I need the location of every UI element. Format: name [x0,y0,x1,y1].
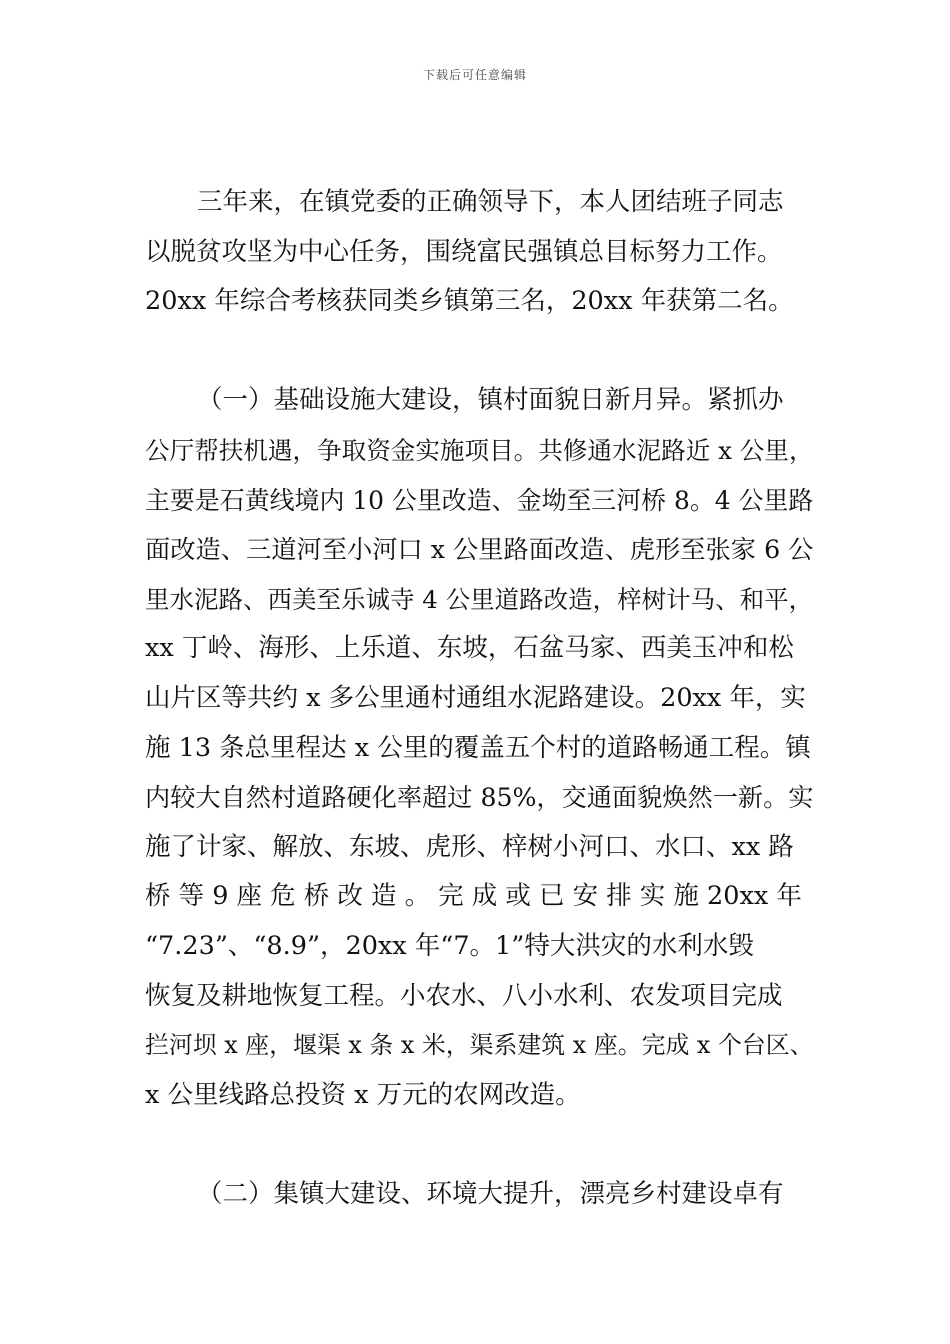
paragraph-spacer [145,327,817,377]
text-line: 内较大自然村道路硬化率超过 85%，交通面貌焕然一新。实 [145,783,814,813]
text-line: x 公里线路总投资 x 万元的农网改造。 [145,1079,581,1110]
text-line: 三年来，在镇党委的正确领导下，本人团结班子同志 [197,187,784,217]
text-line: 主要是石黄线境内 10 公里改造、金坳至三河桥 8。4 公里路 [145,485,814,515]
text-line: 施了计家、解放、东坡、虎形、梓树小河口、水口、xx 路 [145,831,794,862]
paragraph-intro [145,178,817,327]
text-line: 公厅帮扶机遇，争取资金实施项目。共修通水泥路近 x 公里， [145,435,814,465]
paragraph-infrastructure [145,376,817,1120]
text-line: xx 丁岭、海形、上乐道、东坡，石盆马家、西美玉冲和松 [145,633,794,664]
text-line: 20xx 年综合考核获同类乡镇第三名，20xx 年获第二名。 [145,286,794,317]
text-line: 拦河坝 x 座，堰渠 x 条 x 米，渠系建筑 x 座。完成 x 个台区、 [145,1031,814,1060]
paragraph-town-construction [145,1170,817,1220]
text-line: 桥 等 9 座 危 桥 改 造 。 完 成 或 已 安 排 实 施 20xx 年 [145,881,802,912]
text-line: （二）集镇大建设、环境大提升，漂亮乡村建设卓有 [197,1178,784,1209]
paragraph-spacer [145,1120,817,1170]
text-line: 恢复及耕地恢复工程。小农水、八小水利、农发项目完成 [145,980,783,1011]
text-line: （一）基础设施大建设，镇村面貌日新月异。紧抓办 [197,385,784,416]
text-line: 以脱贫攻坚为中心任务，围绕富民强镇总目标努力工作。 [145,236,783,267]
document-body [145,178,817,1219]
text-line: 面改造、三道河至小河口 x 公里路面改造、虎形至张家 6 公 [145,535,814,565]
text-line: “7.23”、“8.9”，20xx 年“7。1”特大洪灾的水利水毁 [145,930,754,961]
text-line: 山片区等共约 x 多公里通村通组水泥路建设。20xx 年，实 [145,682,806,713]
page-header-note: 下载后可任意编辑 [422,68,527,82]
text-line: 里水泥路、西美至乐诚寺 4 公里道路改造，梓树计马、和平， [145,584,814,614]
text-line: 施 13 条总里程达 x 公里的覆盖五个村的道路畅通工程。镇 [145,732,811,763]
